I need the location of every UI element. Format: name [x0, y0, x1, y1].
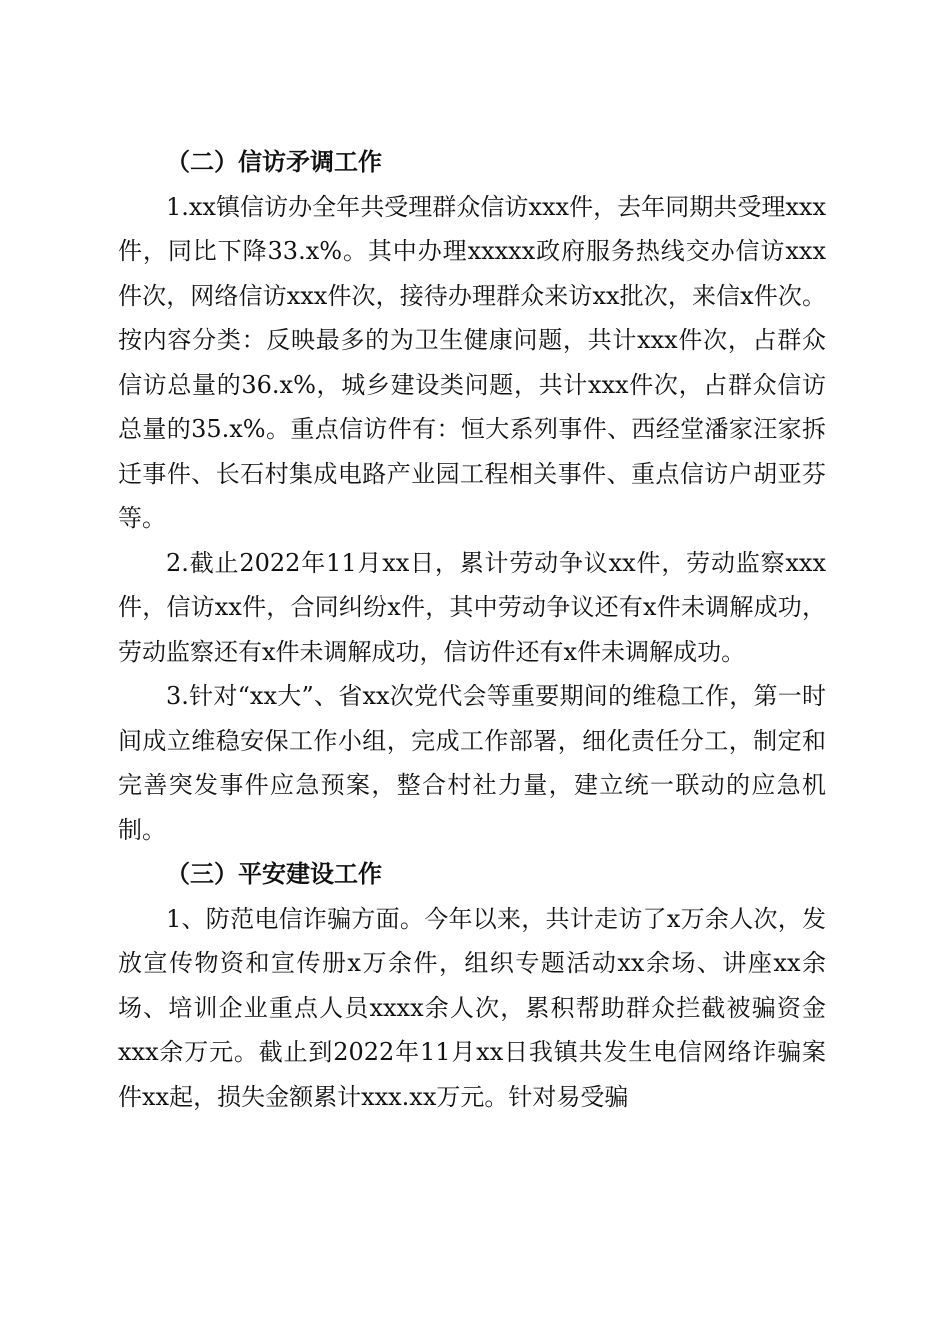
- paragraph-petition-3: 3.针对“xx大”、省xx次党代会等重要期间的维稳工作，第一时间成立维稳安保工作小组，完成工作部署，细化责任分工，制定和完善突发事件应急预案，整合村社力量，建立统一联动的应急机制。: [118, 682, 826, 844]
- section-heading-petition: （二）信访矛调工作: [166, 147, 382, 176]
- paragraph-petition-1: 1.xx镇信访办全年共受理群众信访xxx件，去年同期共受理xxx件，同比下降33.x%。其中办理xxxxx政府服务热线交办信访xxx件次，网络信访xxx件次，接待办理群众来访xx批次，来信x件次。按内容分类：反映最多的为卫生健康问题，共计xxx件次，占群众信访总量的36.x%，城乡建设类问题，共计xxx件次，占群众信访总量的35.x%。重点信访件有：恒大系列事件、西经堂潘家汪家拆迁事件、长石村集成电路产业园工程相关事件、重点信访户胡亚芬等。: [118, 192, 826, 532]
- paragraph-petition-2: 2.截止2022年11月xx日，累计劳动争议xx件，劳动监察xxx件，信访xx件，合同纠纷x件，其中劳动争议还有x件未调解成功，劳动监察还有x件未调解成功，信访件还有x件未调解成功。: [118, 548, 826, 666]
- paragraph-safety-1: 1、防范电信诈骗方面。今年以来，共计走访了x万余人次，发放宣传物资和宣传册x万余件，组织专题活动xx余场、讲座xx余场、培训企业重点人员xxxx余人次，累积帮助群众拦截被骗资金xxx余万元。截止到2022年11月xx日我镇共发生电信网络诈骗案件xx起，损失金额累计xxx.xx万元。针对易受骗: [118, 904, 826, 1111]
- section-heading-safety: （三）平安建设工作: [166, 859, 382, 888]
- document-body: [118, 140, 826, 1119]
